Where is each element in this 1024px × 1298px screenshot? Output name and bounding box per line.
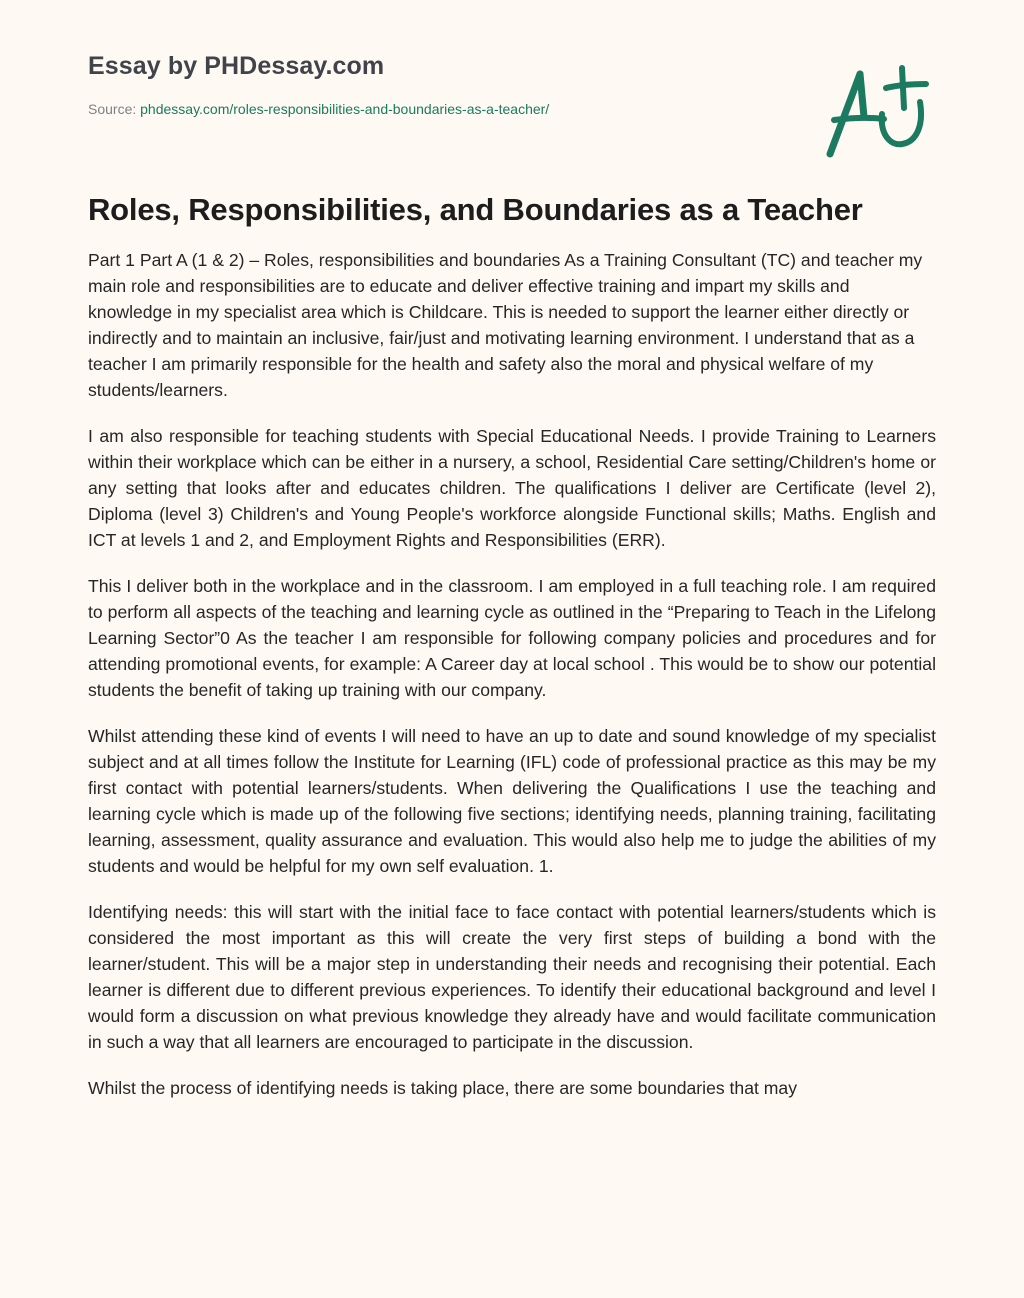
paragraph-3: This I deliver both in the workplace and in the classroom. I am employed in a full teaching role. I am required to perform all aspects of the teaching and learning cycle as outlined in the “Preparing to Teach in the Lifelong Learning Sector”0 As the teacher I am responsible for following company policies and procedures and for attending promotional events, for example: A Career day at local school . This would be to show our potential students the benefit of taking up training with our company. [88, 576, 936, 700]
a-plus-grade-icon [820, 62, 932, 162]
paragraph-6: Whilst the process of identifying needs is taking place, there are some boundaries that may [88, 1078, 798, 1098]
site-header [88, 50, 788, 118]
source-line [88, 100, 788, 118]
paragraph-2: I am also responsible for teaching students with Special Educational Needs. I provide Training to Learners within their workplace which can be either in a nursery, a school, Residential Care setting/Children's home or any setting that looks after and educates children. The qualifications I deliver are Certificate (level 2), Diploma (level 3) Children's and Young People's workforce alongside Functional skills; Maths. English and ICT at levels 1 and 2, and Employment Rights and Responsibilities (ERR). [88, 426, 936, 550]
essay-title: Roles, Responsibilities, and Boundaries as a Teacher [88, 192, 863, 227]
paragraph-5: Identifying needs: this will start with the initial face to face contact with potential learners/students which is considered the most important as this will create the very first steps of building a bond with the learner/student. This will be a major step in understanding their needs and recognising their potential. Each learner is different due to different previous experiences. To identify their educational background and level I would form a discussion on what previous knowledge they already have and would facilitate communication in such a way that all learners are encouraged to participate in the discussion. [88, 902, 936, 1052]
paragraph-4: Whilst attending these kind of events I will need to have an up to date and sound knowledge of my specialist subject and at all times follow the Institute for Learning (IFL) code of professional practice as this may be my first contact with potential learners/students. When delivering the Qualifications I use the teaching and learning cycle which is made up of the following five sections; identifying needs, planning training, facilitating learning, assessment, quality assurance and evaluation. This would also help me to judge the abilities of my students and would be helpful for my own self evaluation. 1. [88, 726, 936, 876]
source-label: Source: [88, 101, 141, 117]
paragraph-1: Part 1 Part A (1 & 2) – Roles, responsibilities and boundaries As a Training Consultant (TC) and teacher my main role and responsibilities are to educate and deliver effective training and impart my skills and knowledge in my specialist area which is Childcare. This is needed to support the learner either directly or indirectly and to maintain an inclusive, fair/just and motivating learning environment. I understand that as a teacher I am primarily responsible for the health and safety also the moral and physical welfare of my students/learners. [88, 250, 923, 400]
source-link[interactable]: phdessay.com/roles-responsibilities-and-boundaries-as-a-teacher/ [140, 101, 550, 117]
essay-body [88, 247, 936, 1121]
site-brand: Essay by PHDessay.com [88, 52, 385, 80]
